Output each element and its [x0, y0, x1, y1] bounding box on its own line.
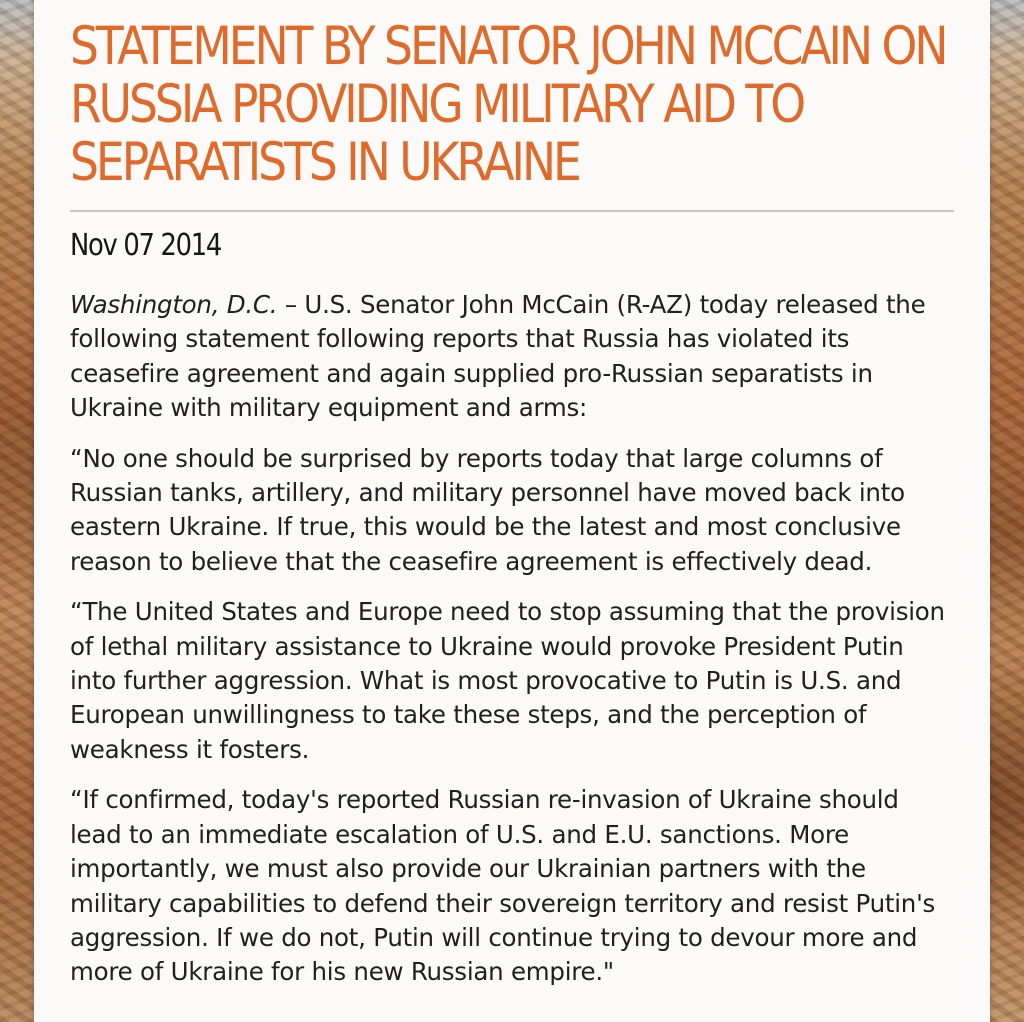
- statement-paragraph: “No one should be surprised by reports today that large columns of Russian tanks, artillery, and military personnel have moved back into eastern Ukraine. If true, this would be the latest and most conclusive reason to believe that the ceasefire agreement is effectively dead.: [70, 443, 905, 576]
- dateline: Washington, D.C.: [70, 290, 278, 319]
- article-body: [70, 288, 954, 990]
- background-photo-right: [990, 0, 1024, 1022]
- publish-date: Nov 07 2014: [70, 228, 222, 263]
- background-photo-left: [0, 0, 34, 1022]
- statement-paragraph: “If confirmed, today's reported Russian re-invasion of Ukraine should lead to an immediate escalation of U.S. and E.U. sanctions. More importantly, we must also provide our Ukrainian partners with the military capabilities to defend their sovereign territory and resist Putin's aggression. If we do not, Putin will continue trying to devour more and more of Ukraine for his new Russian empire.": [70, 785, 936, 987]
- statement-paragraph: “The United States and Europe need to stop assuming that the provision of lethal military assistance to Ukraine would provoke President Putin into further aggression. What is most provocative to Putin is U.S. and European unwillingness to take these steps, and the perception of weakness it fosters.: [70, 597, 945, 764]
- title-divider: [70, 210, 954, 212]
- article-panel: [34, 0, 990, 1022]
- intro-text: – U.S. Senator John McCain (R-AZ) today released the following statement following reports that Russia has violated its ceasefire agreement and again supplied pro-Russian separatists in Ukraine with military equipment and arms:: [70, 290, 926, 423]
- page-title: STATEMENT BY SENATOR JOHN MCCAIN ON RUSSIA PROVIDING MILITARY AID TO SEPARATISTS IN UKRAINE: [70, 16, 946, 193]
- intro-paragraph: [70, 288, 954, 426]
